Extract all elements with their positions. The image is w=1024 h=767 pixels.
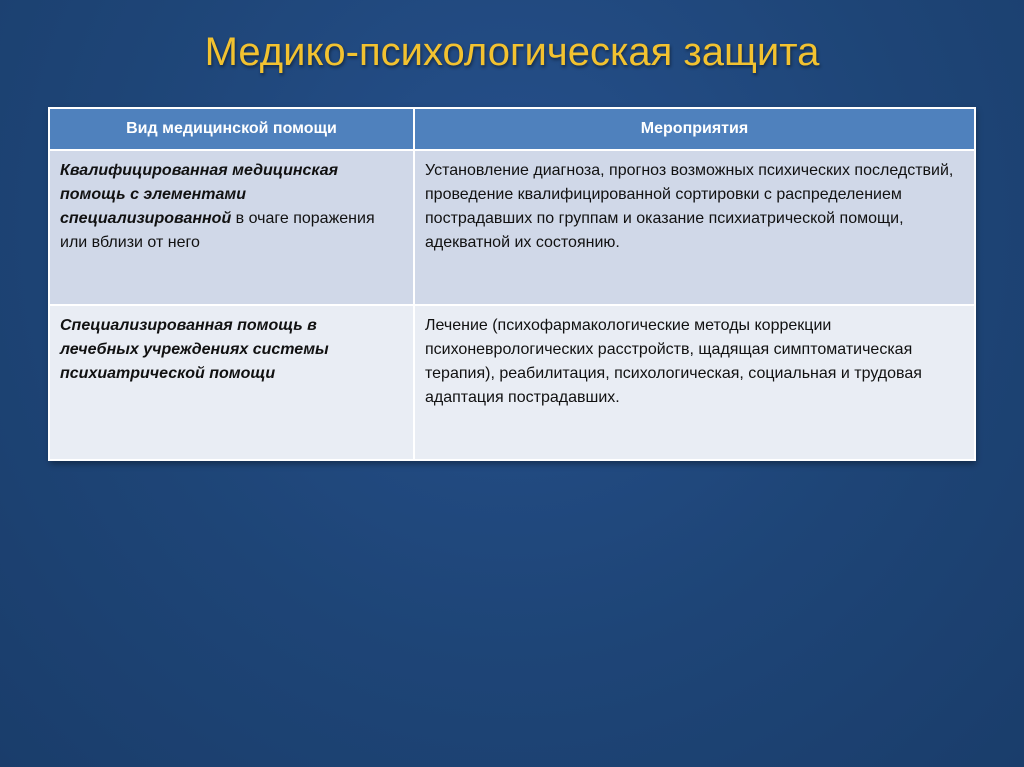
care-type-cell bbox=[49, 150, 414, 305]
header-measures: Мероприятия bbox=[414, 108, 975, 150]
measures-cell: Лечение (психофармакологические методы коррекции психоневрологических расстройств, щадящая симптоматическая терапия), реабилитация, психологическая, социальная и трудовая адаптация пострадавших. bbox=[414, 305, 975, 460]
care-type-cell bbox=[49, 305, 414, 460]
table-row bbox=[49, 305, 975, 460]
care-type-rest: в очаге поражения или вблизи от него bbox=[60, 210, 375, 251]
measures-cell: Установление диагноза, прогноз возможных психических последствий, проведение квалифицированной сортировки с распределением пострадавших по группам и оказание психиатрической помощи, адекватной их состоянию. bbox=[414, 150, 975, 305]
care-type-bold: Специализированная помощь в лечебных учреждениях системы психиатрической помощи bbox=[60, 317, 329, 382]
table-row bbox=[49, 150, 975, 305]
table-header-row bbox=[49, 108, 975, 150]
measures-table bbox=[48, 107, 974, 461]
slide-title: Медико-психологическая защита bbox=[204, 30, 820, 74]
header-care-type: Вид медицинской помощи bbox=[49, 108, 414, 150]
care-type-bold: Квалифицированная медицинская помощь с элементами специализированной bbox=[60, 162, 339, 227]
